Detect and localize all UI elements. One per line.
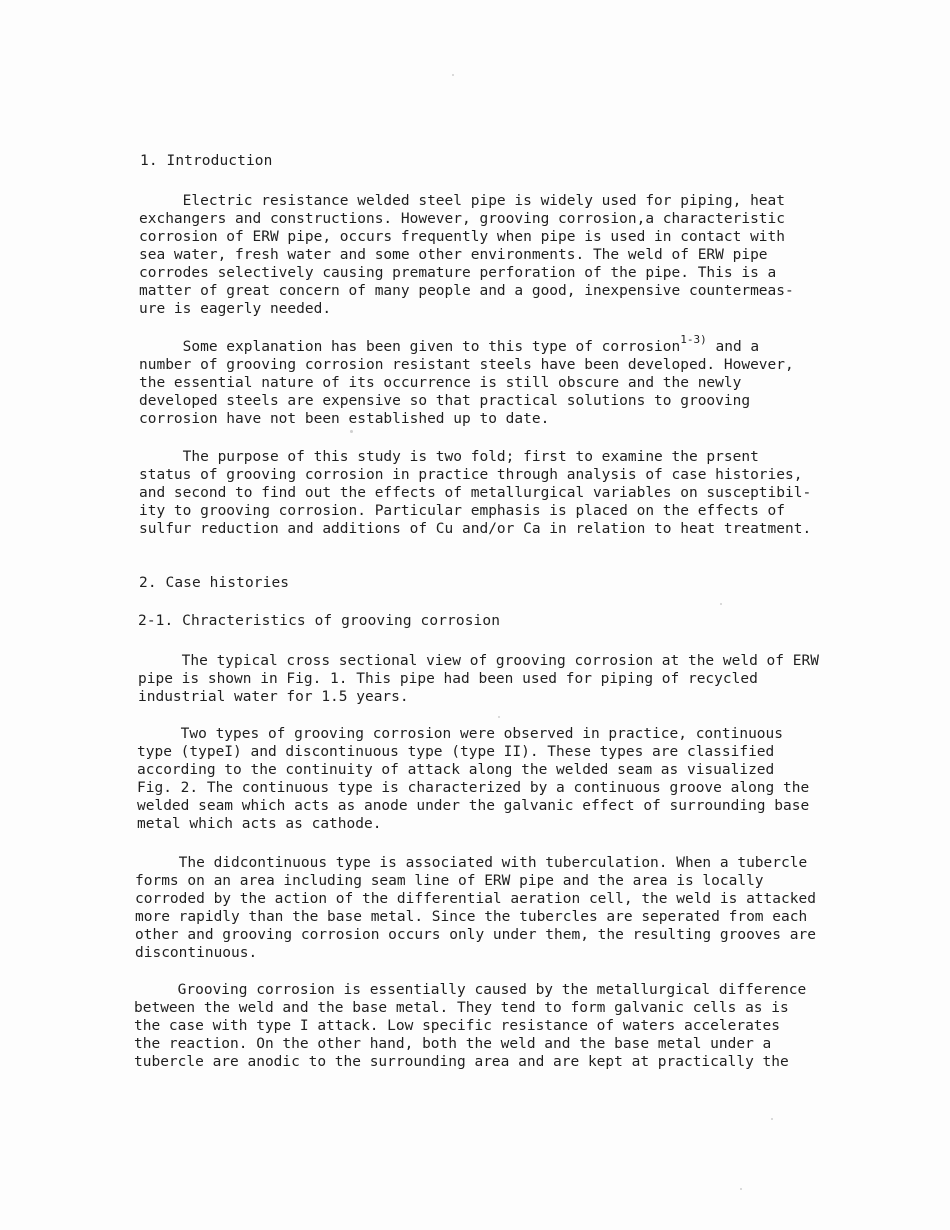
text-line: pipe is shown in Fig. 1. This pipe had been used for piping of recycled [138,671,758,687]
text-line: metal which acts as cathode. [137,816,382,832]
text-line: Grooving corrosion is essentially caused by the metallurgical difference [134,982,807,998]
text-line: corrosion have not been established up to date. [139,411,550,427]
text-line: Fig. 2. The continuous type is characterized by a continuous groove along the [137,780,810,796]
scan-speck [498,716,500,718]
text-line: Electric resistance welded steel pipe is widely used for piping, heat [139,193,786,209]
text-line: discontinuous. [135,945,258,961]
text-line: Two types of grooving corrosion were observed in practice, continuous [137,726,784,742]
section-heading-introduction: 1. Introduction [140,153,273,169]
text-line: matter of great concern of many people and a good, inexpensive countermeas- [139,283,794,299]
scan-speck [350,430,353,433]
text-line: tubercle are anodic to the surrounding area and are kept at practically the [134,1054,789,1070]
text-line: the reaction. On the other hand, both the weld and the base metal under a [134,1036,772,1052]
text-line: sea water, fresh water and some other environments. The weld of ERW pipe [139,247,768,263]
text-line: ity to grooving corrosion. Particular emphasis is placed on the effects of [139,503,786,519]
text-line: the case with type I attack. Low specific resistance of waters accelerates [134,1018,781,1034]
scan-speck [720,603,722,605]
text-line: exchangers and constructions. However, grooving corrosion,a characteristic [139,211,786,227]
text-line: The typical cross sectional view of grooving corrosion at the weld of ERW [138,653,819,669]
case-paragraph-1 [138,652,819,706]
scan-speck [452,74,454,76]
subsection-heading-grooving-characteristics: 2-1. Chracteristics of grooving corrosion [138,613,501,629]
text-line: corrodes selectively causing premature perforation of the pipe. This is a [139,265,777,281]
text-line: type (typeI) and discontinuous type (type II). These types are classified [137,744,775,760]
citation-superscript: 1-3) [680,333,707,347]
text-line: The purpose of this study is two fold; first to examine the prsent [139,449,759,465]
intro-paragraph-2 [139,333,794,428]
text-line: more rapidly than the base metal. Since the tubercles are seperated from each [135,909,808,925]
case-paragraph-4 [134,981,806,1071]
text-line: corroded by the action of the differential aeration cell, the weld is attacked [135,891,816,907]
text-line: The didcontinuous type is associated with tuberculation. When a tubercle [135,855,808,871]
text-line: according to the continuity of attack along the welded seam as visualized [137,762,775,778]
text-line: other and grooving corrosion occurs only under them, the resulting grooves are [135,927,816,943]
text-fragment: and a [706,339,760,355]
scan-speck [740,1188,742,1190]
text-line: industrial water for 1.5 years. [138,689,409,705]
text-line: forms on an area including seam line of ERW pipe and the area is locally [135,873,764,889]
text-line: corrosion of ERW pipe, occurs frequently when pipe is used in contact with [139,229,786,245]
text-line: sulfur reduction and additions of Cu and/or Ca in relation to heat treatment. [139,521,812,537]
text-line: between the weld and the base metal. They tend to form galvanic cells as is [134,1000,789,1016]
text-line: ure is eagerly needed. [139,301,332,317]
text-line: number of grooving corrosion resistant steels have been developed. However, [139,357,794,373]
case-paragraph-3 [135,854,816,962]
intro-paragraph-3 [139,448,811,538]
text-fragment: Some explanation has been given to this type of corrosion [139,339,681,355]
intro-paragraph-1 [139,192,794,318]
text-line: developed steels are expensive so that practical solutions to grooving [139,393,751,409]
text-line: status of grooving corrosion in practice through analysis of case histories, [139,467,803,483]
text-line: the essential nature of its occurrence is still obscure and the newly [139,375,742,391]
case-paragraph-2 [137,725,809,833]
section-heading-case-histories: 2. Case histories [139,575,290,591]
text-line: welded seam which acts as anode under the galvanic effect of surrounding base [137,798,810,814]
text-line-with-citation [139,333,794,356]
scan-speck [771,1118,773,1120]
text-line: and second to find out the effects of metallurgical variables on susceptibil- [139,485,812,501]
